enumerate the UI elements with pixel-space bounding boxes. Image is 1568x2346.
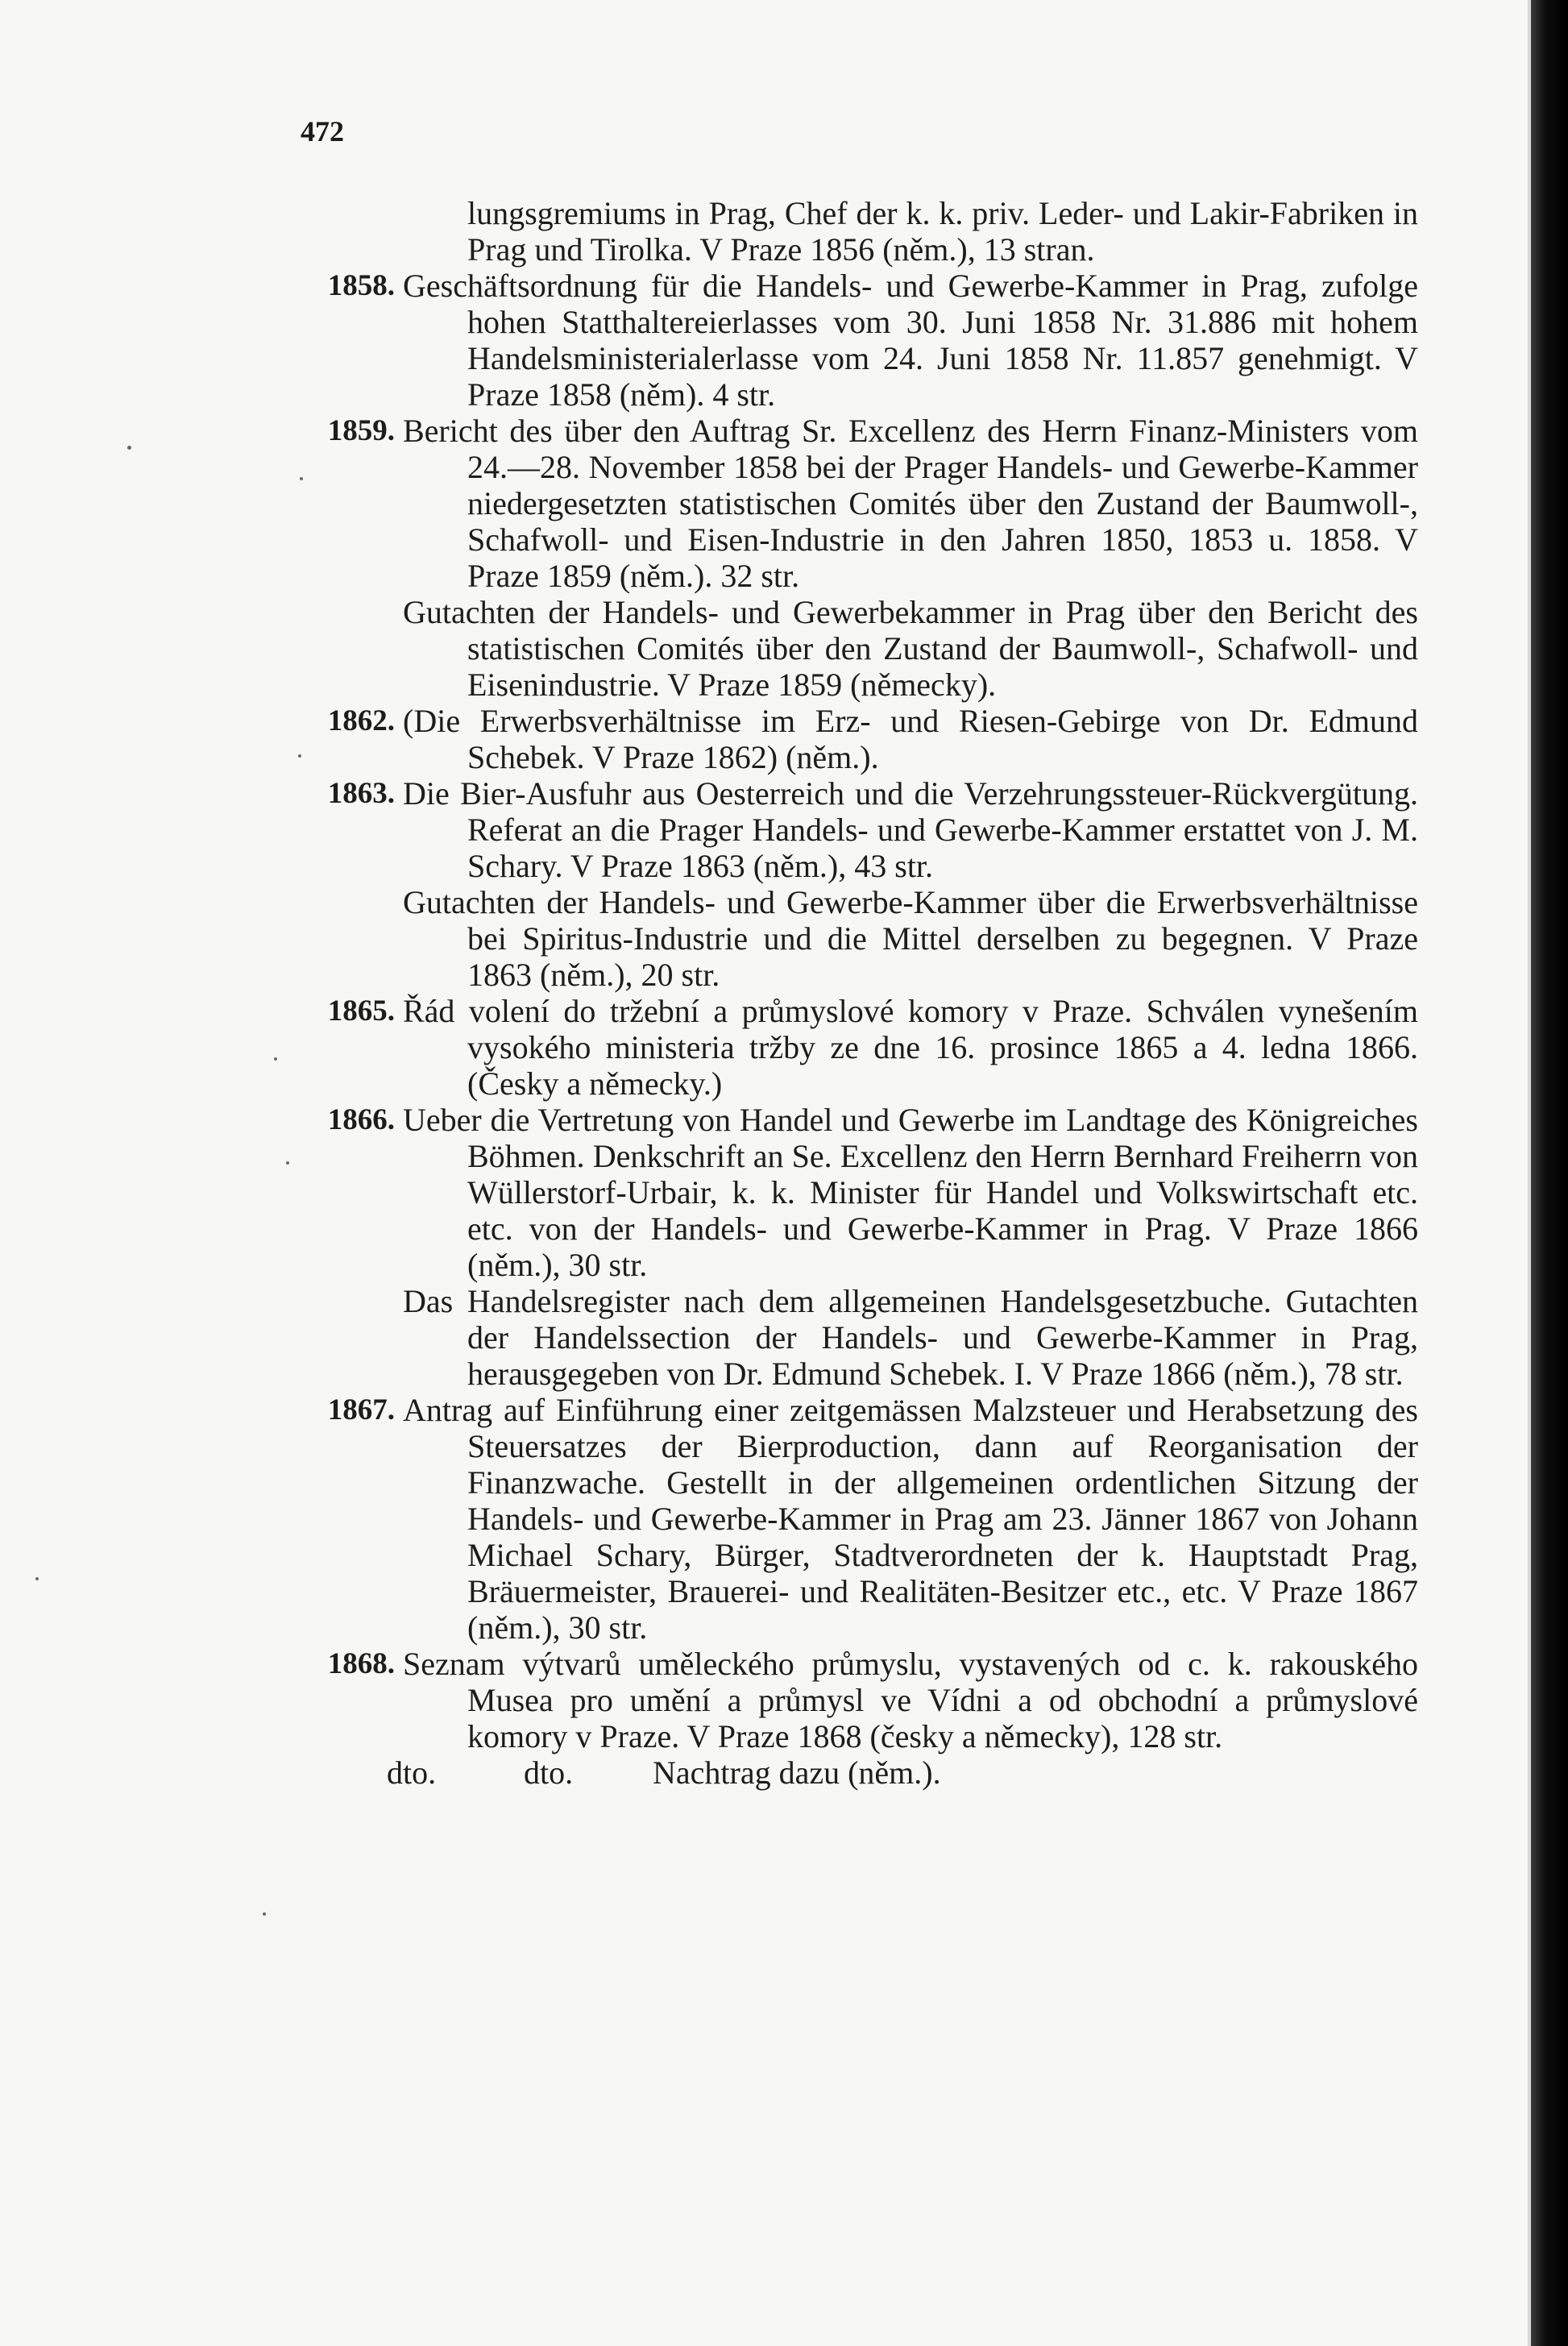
paper-speck <box>286 1161 289 1165</box>
entry-year: 1858. <box>327 269 395 302</box>
page-edge-shadow <box>1531 0 1568 2346</box>
entry-year: 1863. <box>327 777 395 810</box>
list-item <box>274 775 1418 884</box>
entry-text: Das Handelsregister nach dem allgemeinen Handelsgesetzbuche. Gutachten der Handelssection der Handels- und Gewerbe-Kammer in Prag, herausgegeben von Dr. Edmund Schebek. I. V Praze 1866 (něm.), 78 str. <box>403 1283 1418 1392</box>
entry-text: Geschäftsordnung für die Handels- und Gewerbe-Kammer in Prag, zufolge hohen Statthaltereierlasses vom 30. Juni 1858 Nr. 31.886 mit hohem Handelsministerialerlasse vom 24. Juni 1858 Nr. 11.857 genehmigt. V Praze 1858 (něm). 4 str. <box>403 268 1418 413</box>
entry-text: lungsgremiums in Prag, Chef der k. k. priv. Leder- und Lakir-Fabriken in Prag und Tirolka. V Praze 1856 (něm.), 13 stran. <box>467 195 1418 268</box>
list-item <box>274 413 1418 594</box>
ditto-line <box>274 1754 1418 1791</box>
paper-speck <box>127 446 131 450</box>
list-item <box>274 1646 1418 1754</box>
entry-text: Seznam výtvarů uměleckého průmyslu, vystavených od c. k. rakouského Musea pro umění a průmysl ve Vídni a od obchodní a průmyslové komory v Praze. V Praze 1868 (česky a německy), 128 str. <box>403 1646 1418 1754</box>
ditto-mark: dto. <box>524 1754 574 1791</box>
list-item <box>274 195 1418 268</box>
bibliography-list <box>274 195 1418 1791</box>
entry-year: 1868. <box>327 1647 395 1680</box>
entry-text: Gutachten der Handels- und Gewerbekammer in Prag über den Bericht des statistischen Comités über den Zustand der Baumwoll-, Schafwoll- und Eisenindustrie. V Praze 1859 (německy). <box>403 594 1418 703</box>
entry-year: 1862. <box>327 704 395 737</box>
entry-text: Antrag auf Einführung einer zeitgemässen Malzsteuer und Herabsetzung des Steuersatzes der Bierproduction, dann auf Reorganisation der Finanzwache. Gestellt in der allgemeinen ordentlichen Sitzung der Handels- und Gewerbe-Kammer in Prag am 23. Jänner 1867 von Johann Michael Schary, Bürger, Stadtverordneten der k. Hauptstadt Prag, Bräuermeister, Brauerei- und Realitäten-Besitzer etc., etc. V Praze 1867 (něm.), 30 str. <box>403 1392 1418 1646</box>
list-item <box>274 1392 1418 1646</box>
entry-text: Bericht des über den Auftrag Sr. Excellenz des Herrn Finanz-Ministers vom 24.—28. November 1858 bei der Prager Handels- und Gewerbe-Kammer niedergesetzten statistischen Comités über den Zustand der Baumwoll-, Schafwoll- und Eisen-Industrie in den Jahren 1850, 1853 u. 1858. V Praze 1859 (něm.). 32 str. <box>403 413 1418 594</box>
list-item <box>274 703 1418 775</box>
entry-year: 1867. <box>327 1393 395 1426</box>
paper-speck <box>263 1912 266 1916</box>
paper-speck <box>300 477 303 480</box>
ditto-mark: dto. <box>387 1754 437 1791</box>
entry-text: Gutachten der Handels- und Gewerbe-Kammer über die Erwerbsverhältnisse bei Spiritus-Industrie und die Mittel derselben zu begegnen. V Praze 1863 (něm.), 20 str. <box>403 884 1418 993</box>
list-item <box>274 884 1418 993</box>
list-item <box>274 268 1418 413</box>
entry-text: Řád volení do tržební a průmyslové komory v Praze. Schválen vynešením vysokého ministeria tržby ze dne 16. prosince 1865 a 4. ledna 1866. (Česky a německy.) <box>403 993 1418 1102</box>
entry-text: Ueber die Vertretung von Handel und Gewerbe im Landtage des Königreiches Böhmen. Denkschrift an Se. Excellenz den Herrn Bernhard Freiherrn von Wüllerstorf-Urbair, k. k. Minister für Handel und Volkswirtschaft etc. etc. von der Handels- und Gewerbe-Kammer in Prag. V Praze 1866 (něm.), 30 str. <box>403 1102 1418 1283</box>
paper-speck <box>298 754 301 758</box>
list-item <box>274 1102 1418 1283</box>
page-number: 472 <box>301 115 344 147</box>
entry-text: Die Bier-Ausfuhr aus Oesterreich und die Verzehrungssteuer-Rückvergütung. Referat an die Prager Handels- und Gewerbe-Kammer erstattet von J. M. Schary. V Praze 1863 (něm.), 43 str. <box>403 775 1418 884</box>
list-item <box>274 1283 1418 1392</box>
paper-speck <box>274 1057 277 1061</box>
entry-year: 1859. <box>327 414 395 447</box>
list-item <box>274 594 1418 703</box>
ditto-text: Nachtrag dazu (něm.). <box>653 1754 941 1791</box>
entry-text: (Die Erwerbsverhältnisse im Erz- und Riesen-Gebirge von Dr. Edmund Schebek. V Praze 1862) (něm.). <box>403 703 1418 775</box>
list-item <box>274 993 1418 1102</box>
entry-year: 1866. <box>327 1103 395 1136</box>
entry-year: 1865. <box>327 994 395 1028</box>
paper-speck <box>35 1577 39 1580</box>
